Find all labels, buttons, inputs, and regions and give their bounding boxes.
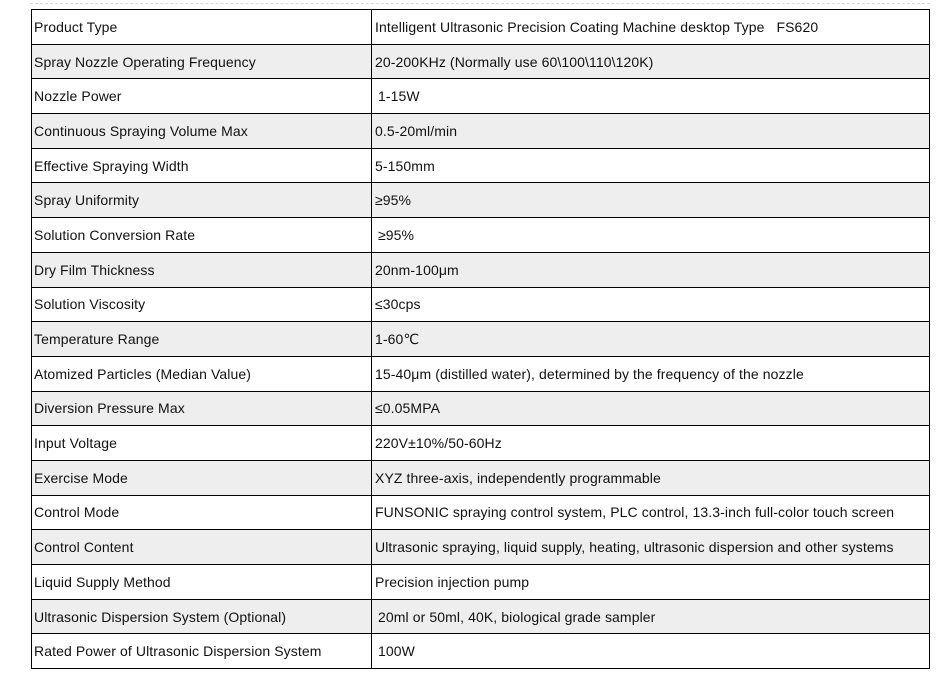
spec-label: Ultrasonic Dispersion System (Optional) xyxy=(32,599,372,634)
spec-value: 0.5-20ml/min xyxy=(372,114,930,149)
spec-value: FUNSONIC spraying control system, PLC control, 13.3-inch full-color touch screen xyxy=(372,495,930,530)
table-row xyxy=(32,44,930,79)
table-row xyxy=(32,218,930,253)
spec-label: Liquid Supply Method xyxy=(32,565,372,600)
table-row xyxy=(32,114,930,149)
table-row xyxy=(32,79,930,114)
table-row xyxy=(32,356,930,391)
spec-label: Diversion Pressure Max xyxy=(32,391,372,426)
table-row xyxy=(32,634,930,669)
table-row xyxy=(32,599,930,634)
table-row xyxy=(32,426,930,461)
table-row xyxy=(32,391,930,426)
spec-label: Nozzle Power xyxy=(32,79,372,114)
spec-label: Dry Film Thickness xyxy=(32,252,372,287)
table-row xyxy=(32,460,930,495)
spec-value: 5-150mm xyxy=(372,148,930,183)
table-row xyxy=(32,565,930,600)
spec-value: 1-15W xyxy=(372,79,930,114)
specification-table xyxy=(31,9,930,669)
spec-value: 20ml or 50ml, 40K, biological grade sampler xyxy=(372,599,930,634)
spec-value: 100W xyxy=(372,634,930,669)
table-row xyxy=(32,322,930,357)
spec-label: Control Mode xyxy=(32,495,372,530)
spec-value: XYZ three-axis, independently programmable xyxy=(372,460,930,495)
spec-value: 20-200KHz (Normally use 60\100\110\120K) xyxy=(372,44,930,79)
spec-value: ≤0.05MPA xyxy=(372,391,930,426)
top-edge xyxy=(0,0,946,8)
spec-label: Continuous Spraying Volume Max xyxy=(32,114,372,149)
spec-label: Spray Nozzle Operating Frequency xyxy=(32,44,372,79)
spec-label: Solution Viscosity xyxy=(32,287,372,322)
spec-value: Ultrasonic spraying, liquid supply, heating, ultrasonic dispersion and other systems xyxy=(372,530,930,565)
spec-label: Input Voltage xyxy=(32,426,372,461)
spec-label: Rated Power of Ultrasonic Dispersion System xyxy=(32,634,372,669)
top-dashed-divider xyxy=(30,3,930,4)
spec-value: 1-60℃ xyxy=(372,322,930,357)
spec-label: Product Type xyxy=(32,10,372,45)
spec-label: Exercise Mode xyxy=(32,460,372,495)
spec-value: Intelligent Ultrasonic Precision Coating Machine desktop Type FS620 xyxy=(372,10,930,45)
spec-value: ≥95% xyxy=(372,218,930,253)
table-row xyxy=(32,10,930,45)
spec-label: Temperature Range xyxy=(32,322,372,357)
table-row xyxy=(32,530,930,565)
spec-label: Spray Uniformity xyxy=(32,183,372,218)
table-row xyxy=(32,183,930,218)
table-row xyxy=(32,495,930,530)
spec-label: Atomized Particles (Median Value) xyxy=(32,356,372,391)
table-row xyxy=(32,287,930,322)
table-row xyxy=(32,148,930,183)
spec-label: Effective Spraying Width xyxy=(32,148,372,183)
spec-value: Precision injection pump xyxy=(372,565,930,600)
spec-value: 15-40μm (distilled water), determined by the frequency of the nozzle xyxy=(372,356,930,391)
spec-value: 220V±10%/50-60Hz xyxy=(372,426,930,461)
spec-value: 20nm-100μm xyxy=(372,252,930,287)
spec-value: ≥95% xyxy=(372,183,930,218)
table-row xyxy=(32,252,930,287)
spec-value: ≤30cps xyxy=(372,287,930,322)
spec-label: Control Content xyxy=(32,530,372,565)
spec-label: Solution Conversion Rate xyxy=(32,218,372,253)
